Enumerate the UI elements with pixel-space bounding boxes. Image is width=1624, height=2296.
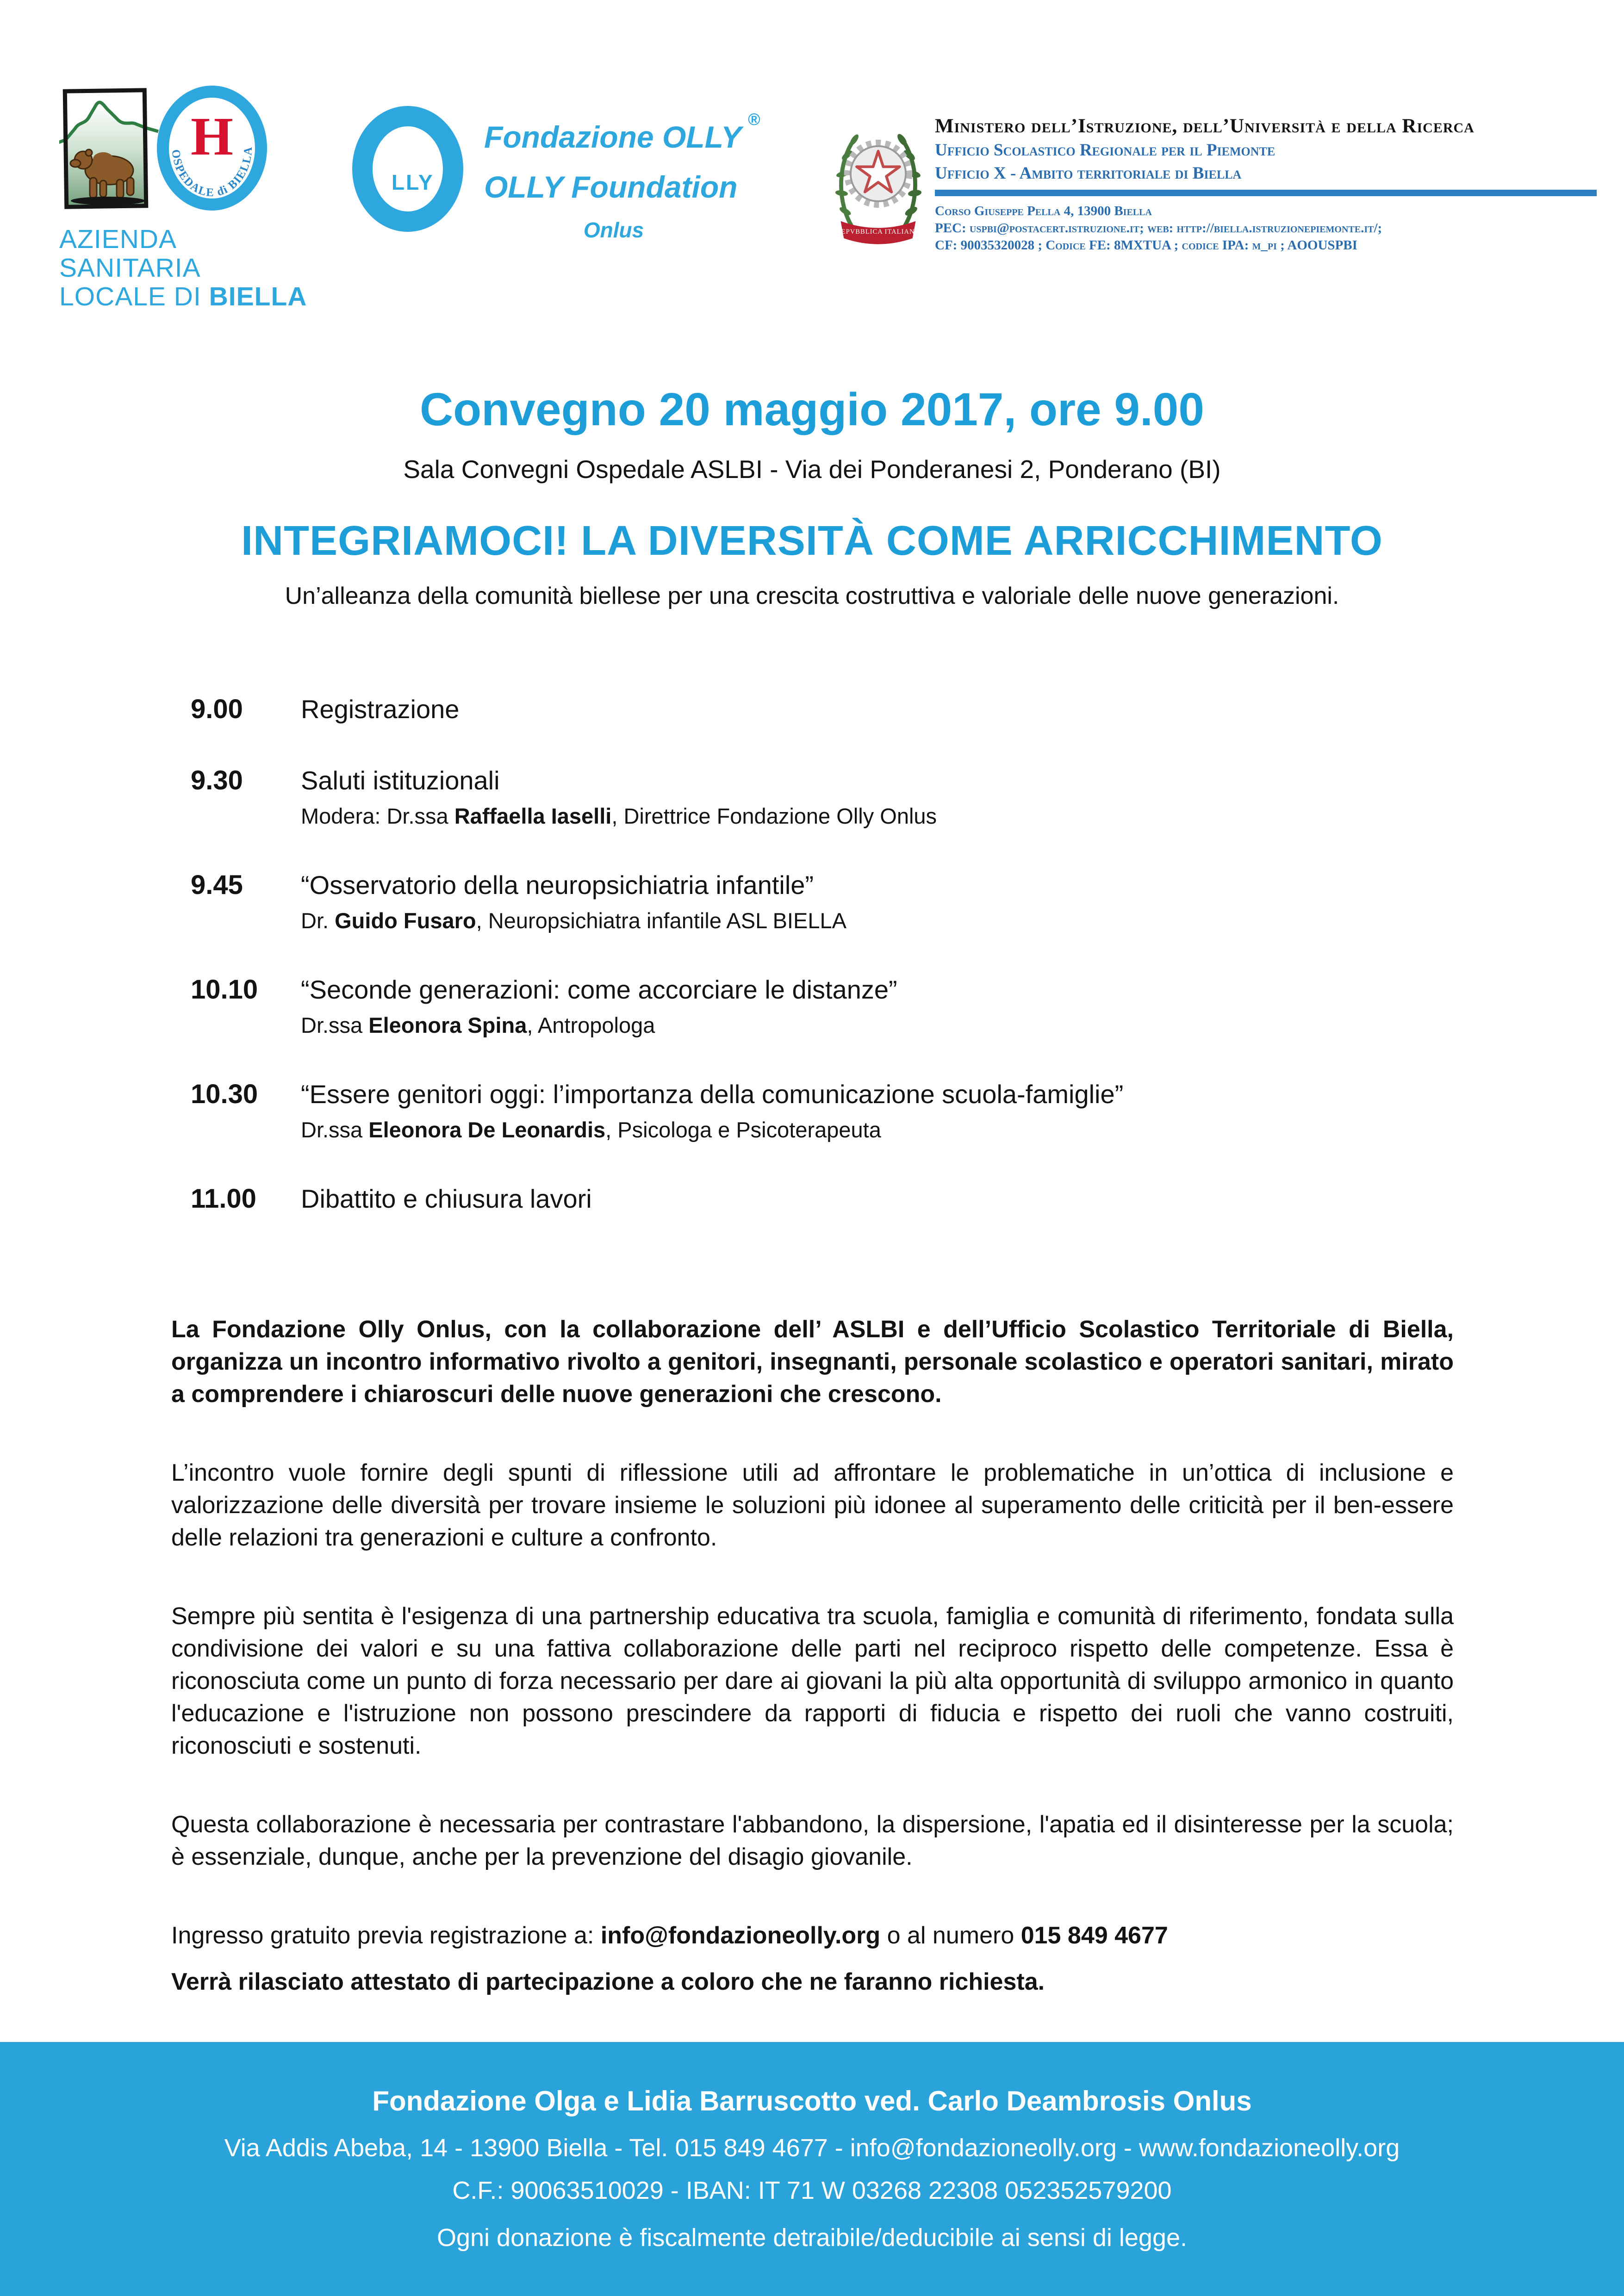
oval-curved-text: OSPEDALE di BIELLA	[169, 145, 255, 199]
ministry-divider	[935, 190, 1597, 196]
footer-fiscal: C.F.: 90063510029 - IBAN: IT 71 W 03268 22308 052352579200	[452, 2177, 1172, 2204]
text: o al numero	[880, 1922, 1021, 1949]
event-tagline: Un’alleanza della comunità biellese per una crescita costruttiva e valoriale delle nuove generazioni.	[285, 583, 1339, 609]
body-text	[171, 1313, 1454, 1998]
bold-text: Raffaella Iaselli	[454, 804, 612, 828]
olly-line1: Fondazione OLLY®	[484, 110, 760, 154]
olly-wordmark	[484, 110, 785, 242]
schedule-item	[191, 870, 1453, 934]
paragraph-goals: L’incontro vuole fornire degli spunti di riflessione utili ad affrontare le problematiche in un’ottica di inclusione e valorizzazione delle diversità per trovare insieme le soluzioni più idonee al superamento delle criticità per il ben-essere delle relazioni tra generazioni e culture a confronto.	[171, 1459, 1454, 1551]
schedule-item-body	[301, 765, 1453, 829]
ministry-title: Ministero dell’Istruzione, dell’Università e della Ricerca	[935, 115, 1475, 137]
olly-onlus: Onlus	[583, 218, 644, 242]
schedule-title: “Essere genitori oggi: l’importanza della comunicazione scuola-famiglie”	[301, 1080, 1124, 1109]
footer-band	[0, 2042, 1624, 2296]
ministry-pec: PEC: uspbi@postacert.istruzione.it; web: http://biella.istruzionepiemonte.it/;	[935, 221, 1382, 236]
schedule-item	[191, 765, 1453, 829]
schedule-title: Saluti istituzionali	[301, 766, 500, 795]
text: Dr.	[301, 908, 335, 933]
asl-frame-art	[66, 91, 145, 206]
registration-info	[171, 1919, 1454, 1952]
ospedale-biella-oval	[163, 92, 261, 205]
schedule-item-body	[301, 974, 1453, 1038]
schedule-item-body	[301, 1079, 1453, 1143]
schedule-speaker	[301, 908, 1453, 934]
schedule-time: 10.30	[191, 1079, 258, 1109]
schedule-item-body	[301, 870, 1453, 934]
bold-text: Guido Fusaro	[335, 908, 476, 933]
schedule-item-body	[301, 694, 1453, 725]
schedule-title: Registrazione	[301, 695, 460, 724]
schedule	[191, 694, 1453, 1255]
text: , Neuropsichiatra infantile ASL BIELLA	[476, 908, 846, 933]
schedule-item	[191, 974, 1453, 1038]
ribbon-text: REPVBBLICA ITALIANA	[836, 228, 921, 236]
text: , Psicologa e Psicoterapeuta	[605, 1117, 881, 1142]
footer-contacts: Via Addis Abeba, 14 - 13900 Biella - Tel. 015 849 4677 - info@fondazioneolly.org - www.fondazioneolly.org	[224, 2134, 1400, 2162]
olly-line2: OLLY Foundation	[484, 170, 738, 204]
schedule-time: 9.30	[191, 765, 243, 795]
text: Modera: Dr.ssa	[301, 804, 454, 828]
paragraph-collaboration: Questa collaborazione è necessaria per contrastare l'abbandono, la dispersione, l'apatia ed il disinteresse per la scuola; è essenziale, dunque, anche per la prevenzione del disagio giovanile.	[171, 1811, 1454, 1870]
footer-foundation-name: Fondazione Olga e Lidia Barruscotto ved. Carlo Deambrosis Onlus	[372, 2085, 1252, 2116]
ministry-cf: CF: 90035320028 ; Codice FE: 8MXTUA ; codice IPA: m_pi ; AOOUSPBI	[935, 238, 1357, 253]
certificate-info: Verrà rilasciato attestato di partecipazione a coloro che ne faranno richiesta.	[171, 1968, 1045, 1995]
schedule-item	[191, 694, 1453, 725]
schedule-title: Dibattito e chiusura lavori	[301, 1184, 592, 1213]
bold-text: Eleonora De Leonardis	[368, 1117, 606, 1142]
text: Dr.ssa	[301, 1013, 369, 1037]
emblem-ribbon	[836, 221, 920, 244]
schedule-time: 9.45	[191, 870, 243, 900]
ministry-line2: Ufficio Scolastico Regionale per il Piemonte	[935, 141, 1276, 160]
ministry-block	[935, 115, 1604, 254]
asl-caption-line2: LOCALE DI BIELLA	[59, 282, 307, 311]
bold-text: 015 849 4677	[1020, 1922, 1168, 1949]
hospital-h-letter: H	[191, 106, 233, 167]
schedule-time: 9.00	[191, 694, 243, 724]
schedule-item	[191, 1079, 1453, 1143]
bold-text: info@fondazioneolly.org	[600, 1922, 881, 1949]
asl-caption	[59, 225, 318, 311]
event-venue: Sala Convegni Ospedale ASLBI - Via dei Ponderanesi 2, Ponderano (BI)	[403, 455, 1221, 484]
event-headline: INTEGRIAMOCI! LA DIVERSITÀ COME ARRICCHIMENTO	[241, 518, 1383, 564]
text: Ingresso gratuito previa registrazione a:	[171, 1922, 601, 1949]
event-title: Convegno 20 maggio 2017, ore 9.00	[419, 384, 1205, 435]
text: , Direttrice Fondazione Olly Onlus	[611, 804, 937, 828]
schedule-title: “Osservatorio della neuropsichiatria infantile”	[301, 870, 814, 900]
olly-ring-text: LLY	[392, 170, 434, 194]
schedule-item	[191, 1184, 1453, 1214]
text: Dr.ssa	[301, 1117, 369, 1142]
ministry-line3: Ufficio X - Ambito territoriale di Biella	[935, 164, 1242, 183]
asl-caption-line1: AZIENDA SANITARIA	[59, 224, 201, 283]
schedule-speaker	[301, 803, 1453, 829]
schedule-item-body	[301, 1184, 1453, 1214]
registered-trademark-icon: ®	[748, 110, 760, 129]
schedule-title: “Seconde generazioni: come accorciare le distanze”	[301, 975, 897, 1004]
italy-republic-emblem	[831, 112, 926, 251]
bold-text: Eleonora Spina	[368, 1013, 527, 1037]
schedule-time: 10.10	[191, 974, 258, 1005]
paragraph-intro: La Fondazione Olly Onlus, con la collaborazione dell’ ASLBI e dell’Ufficio Scolastico Territoriale di Biella, organizza un incontro informativo rivolto a genitori, insegnanti, personale scolastico e operatori sanitari, mirato a comprendere i chiaroscuri delle nuove generazioni che crescono.	[171, 1316, 1454, 1408]
asl-biella-logo	[59, 84, 268, 219]
olly-ring-logo	[347, 101, 468, 237]
schedule-time: 11.00	[191, 1184, 256, 1214]
text: , Antropologa	[527, 1013, 655, 1037]
bear-shadow	[71, 197, 145, 205]
footer-donation-note: Ogni donazione è fiscalmente detraibile/deducibile ai sensi di legge.	[436, 2224, 1188, 2252]
ministry-address: Corso Giuseppe Pella 4, 13900 Biella	[935, 204, 1152, 218]
schedule-speaker	[301, 1012, 1453, 1038]
schedule-speaker	[301, 1117, 1453, 1143]
paragraph-partnership: Sempre più sentita è l'esigenza di una partnership educativa tra scuola, famiglia e comunità di riferimento, fondata sulla condivisione dei valori e su una fattiva collaborazione delle parti nel reciproco rispetto delle competenze. Essa è riconosciuta come un punto di forza necessario per dare ai giovani la più alta opportunità di sviluppo armonico in quanto l'educazione e l'istruzione non possono prescindere da rapporti di fiducia e rispetto dei ruoli che vanno costruiti, riconosciuti e sostenuti.	[171, 1603, 1454, 1759]
